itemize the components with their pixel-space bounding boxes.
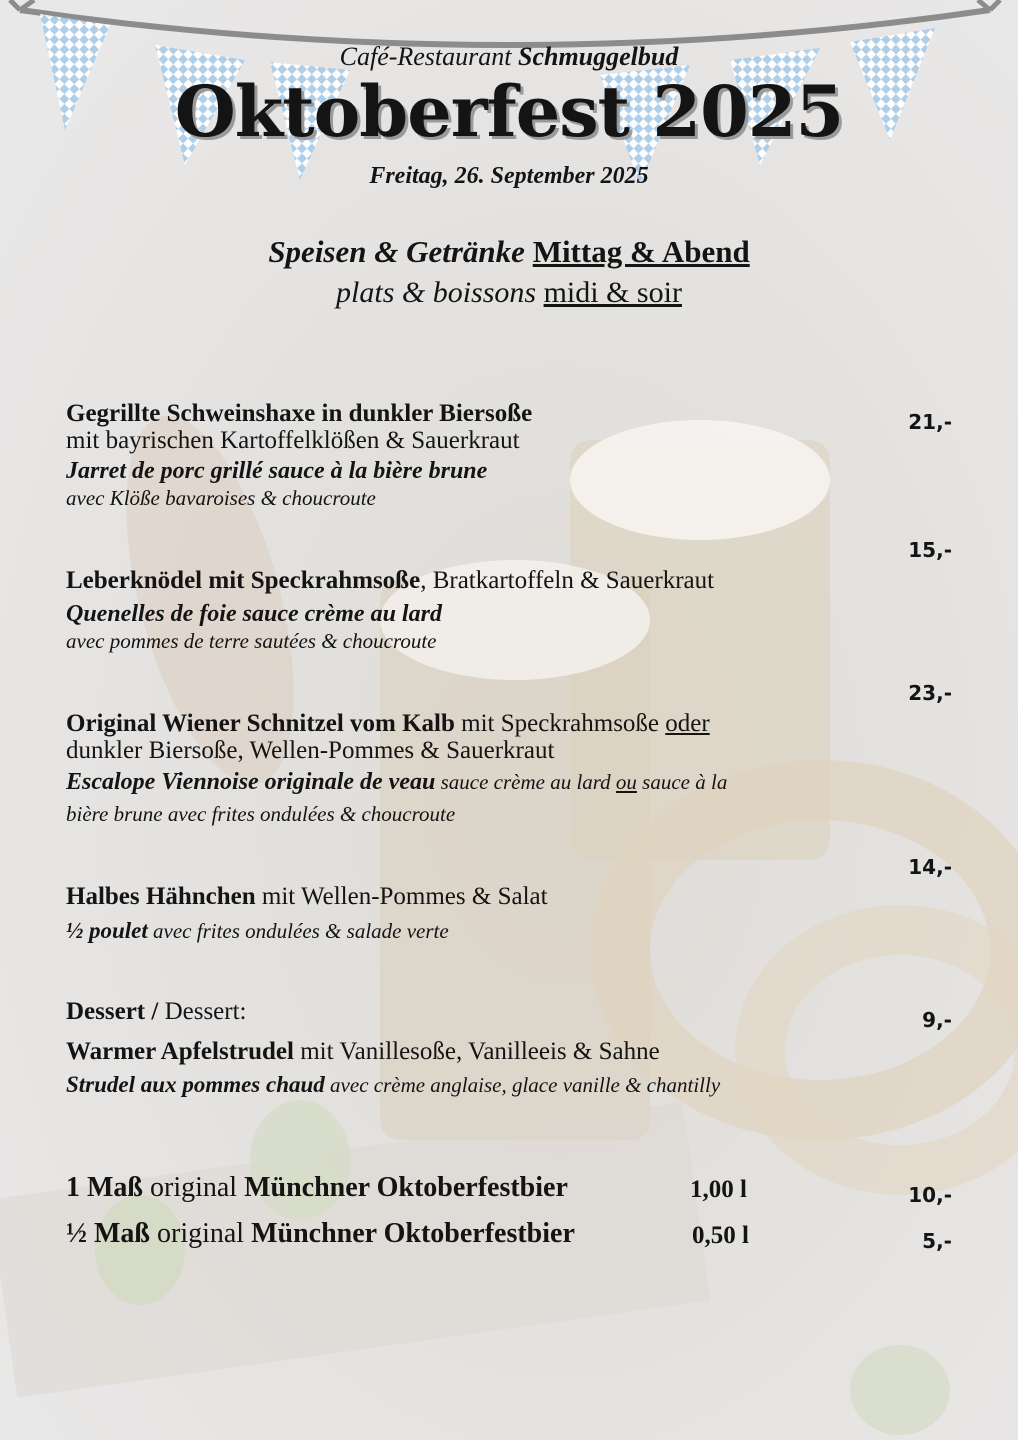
menu-item-haxe-fr-sub: avec Klöße bavaroises & choucroute bbox=[66, 486, 376, 510]
venue-name: Schmuggelbud bbox=[518, 42, 679, 71]
drink-qty: 1 Maß bbox=[66, 1172, 143, 1203]
venue-line bbox=[0, 42, 1018, 72]
drink-price: 10,- bbox=[908, 1183, 952, 1207]
drink-volume: 0,50 l bbox=[692, 1222, 749, 1249]
menu-item-dessert-fr bbox=[66, 1071, 720, 1099]
venue-prefix: Café-Restaurant bbox=[339, 42, 512, 71]
haxe-de-bold: Gegrillte Schweinshaxe in dunkler Biersoße bbox=[66, 400, 533, 427]
drink-price: 5,- bbox=[922, 1229, 952, 1253]
section-heading-de bbox=[0, 234, 1018, 270]
schnitzel-fr-end: sauce à la bbox=[636, 770, 728, 794]
page-title: Oktoberfest 2025 bbox=[174, 70, 844, 153]
schnitzel-de-bold: Original Wiener Schnitzel vom Kalb bbox=[66, 710, 455, 737]
schnitzel-de-or: oder bbox=[665, 710, 710, 737]
section-fr-part2: midi & soir bbox=[543, 276, 682, 309]
drink-name: Münchner Oktoberfestbier bbox=[251, 1218, 575, 1249]
dessert-fr-rest: avec crème anglaise, glace vanille & chantilly bbox=[324, 1073, 721, 1097]
drink-row bbox=[66, 1174, 568, 1202]
menu-item-leber-fr bbox=[66, 600, 442, 628]
menu-item-haehnchen-fr bbox=[66, 917, 449, 945]
price-haehnchen: 14,- bbox=[908, 855, 952, 879]
schnitzel-fr-or: ou bbox=[615, 770, 637, 794]
price-dessert: 9,- bbox=[922, 1008, 952, 1032]
section-heading-fr bbox=[0, 276, 1018, 310]
dessert-label-rest: Dessert: bbox=[158, 998, 247, 1025]
dessert-label-bold: Dessert / bbox=[66, 998, 159, 1025]
dessert-fr-bold: Strudel aux pommes chaud bbox=[66, 1072, 325, 1097]
section-fr-part1: plats & boissons bbox=[336, 276, 537, 309]
price-haxe: 21,- bbox=[908, 410, 952, 434]
schnitzel-fr-bold: Escalope Viennoise originale de veau bbox=[66, 769, 436, 795]
leber-de-rest: , Bratkartoffeln & Sauerkraut bbox=[420, 567, 715, 594]
menu-item-dessert-title bbox=[66, 1038, 660, 1066]
haehnchen-de-rest: mit Wellen-Pommes & Salat bbox=[255, 883, 548, 910]
haehnchen-de-bold: Halbes Hähnchen bbox=[66, 883, 256, 910]
haxe-fr-bold: Jarret de porc grillé sauce à la bière brune bbox=[66, 458, 488, 484]
dessert-label bbox=[66, 998, 247, 1026]
drink-name: Münchner Oktoberfestbier bbox=[244, 1172, 568, 1203]
price-schnitzel: 23,- bbox=[908, 681, 952, 705]
menu-item-haxe-fr bbox=[66, 457, 487, 485]
dessert-de-rest: mit Vanillesoße, Vanilleeis & Sahne bbox=[293, 1038, 660, 1065]
event-date: Freitag, 26. September 2025 bbox=[369, 163, 649, 189]
section-de-part1: Speisen & Getränke bbox=[268, 234, 525, 269]
schnitzel-fr-mid: sauce crème au lard bbox=[435, 770, 616, 794]
drink-volume: 1,00 l bbox=[690, 1176, 747, 1203]
menu-item-haxe-sub: mit bayrischen Kartoffelklößen & Sauerkraut bbox=[66, 427, 520, 454]
menu-item-haehnchen-title bbox=[66, 883, 548, 911]
haehnchen-fr-rest: avec frites ondulées & salade verte bbox=[147, 919, 449, 943]
drink-mid: original bbox=[150, 1218, 252, 1249]
price-leber: 15,- bbox=[908, 538, 952, 562]
haehnchen-fr-bold: ½ poulet bbox=[66, 918, 148, 943]
section-de-part2: Mittag & Abend bbox=[532, 234, 750, 269]
menu-item-leber-title bbox=[66, 567, 714, 595]
drink-mid: original bbox=[143, 1172, 245, 1203]
menu-item-schnitzel-fr bbox=[66, 768, 727, 796]
drink-row bbox=[66, 1220, 575, 1248]
menu-item-schnitzel-line2: dunkler Biersoße, Wellen-Pommes & Sauerkraut bbox=[66, 737, 555, 764]
menu-item-haxe-title bbox=[66, 400, 532, 428]
schnitzel-de-mid: mit Speckrahmsoße bbox=[454, 710, 666, 737]
leber-de-bold: Leberknödel mit Speckrahmsoße bbox=[66, 567, 421, 594]
dessert-de-bold: Warmer Apfelstrudel bbox=[66, 1038, 294, 1065]
leber-fr-bold: Quenelles de foie sauce crème au lard bbox=[66, 601, 442, 627]
menu-item-leber-fr-sub: avec pommes de terre sautées & choucroute bbox=[66, 629, 437, 653]
drink-qty: ½ Maß bbox=[66, 1218, 150, 1249]
menu-item-schnitzel-title bbox=[66, 710, 710, 738]
menu-item-schnitzel-fr-line2: bière brune avec frites ondulées & choucroute bbox=[66, 802, 456, 826]
